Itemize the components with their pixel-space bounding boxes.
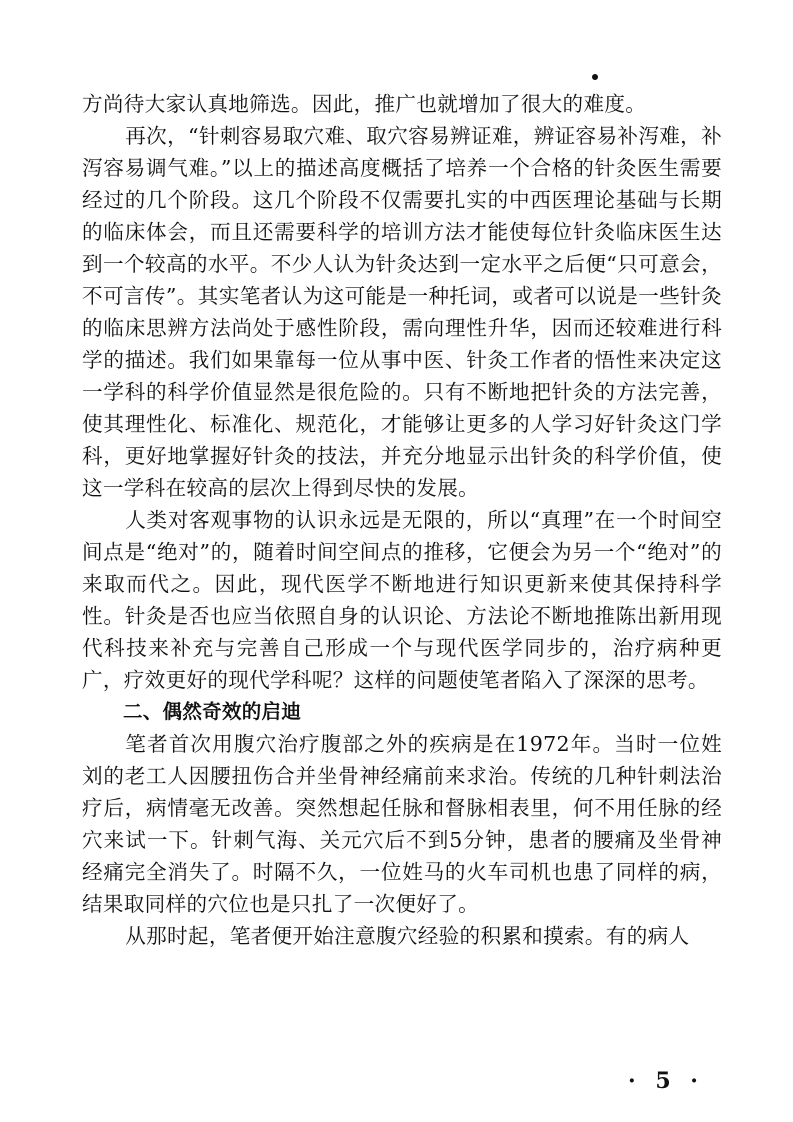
body-text	[82, 88, 722, 952]
paragraph-first-case: 笔者首次用腹穴治疗腹部之外的疾病是在1972年。当时一位姓刘的老工人因腰扭伤合并坐骨神经痛前来求治。传统的几种针刺法治疗后，病情毫无改善。突然想起任脉和督脉相表里，何不用任脉的经穴来试一下。针刺气海、关元穴后不到5分钟，患者的腰痛及坐骨神经痛完全消失了。时隔不久，一位姓马的火车司机也患了同样的病，结果取同样的穴位也是只扎了一次便好了。	[82, 732, 722, 916]
paragraph-acupuncture-training: 再次，“针刺容易取穴难、取穴容易辨证难，辨证容易补泻难，补泻容易调气难。”以上的描述高度概括了培养一个合格的针灸医生需要经过的几个阶段。这几个阶段不仅需要扎实的中西医理论基础与长期的临床体会，而且还需要科学的培训方法才能使每位针灸临床医生达到一个较高的水平。不少人认为针灸达到一定水平之后便“只可意会，不可言传”。其实笔者认为这可能是一种托词，或者可以说是一些针灸的临床思辨方法尚处于感性阶段，需向理性升华，因而还较难进行科学的描述。我们如果靠每一位从事中医、针灸工作者的悟性来决定这一学科的科学价值显然是很危险的。只有不断地把针灸的方法完善，使其理性化、标准化、规范化，才能够让更多的人学习好针灸这门学科，更好地掌握好针灸的技法，并充分地显示出针灸的科学价值，使这一学科在较高的层次上得到尽快的发展。	[82, 124, 722, 500]
ink-dot	[592, 74, 598, 80]
section-heading: 二、偶然奇效的启迪	[122, 700, 302, 723]
paragraph-experience-accumulation: 从那时起，笔者便开始注意腹穴经验的积累和摸索。有的病人	[125, 924, 690, 948]
paragraph-continuation: 方尚待大家认真地筛选。因此，推广也就增加了很大的难度。	[82, 92, 647, 116]
page-number: · 5 ·	[628, 1068, 704, 1094]
paragraph-truth-and-modernization: 人类对客观事物的认识永远是无限的，所以“真理”在一个时间空间点是“绝对”的，随着时间空间点的推移，它便会为另一个“绝对”的来取而代之。因此，现代医学不断地进行知识更新来使其保持科学性。针灸是否也应当依照自身的认识论、方法论不断地推陈出新用现代科技来补充与完善自己形成一个与现代医学同步的，治疗病种更广，疗效更好的现代学科呢？这样的问题使笔者陷入了深深的思考。	[82, 508, 722, 692]
